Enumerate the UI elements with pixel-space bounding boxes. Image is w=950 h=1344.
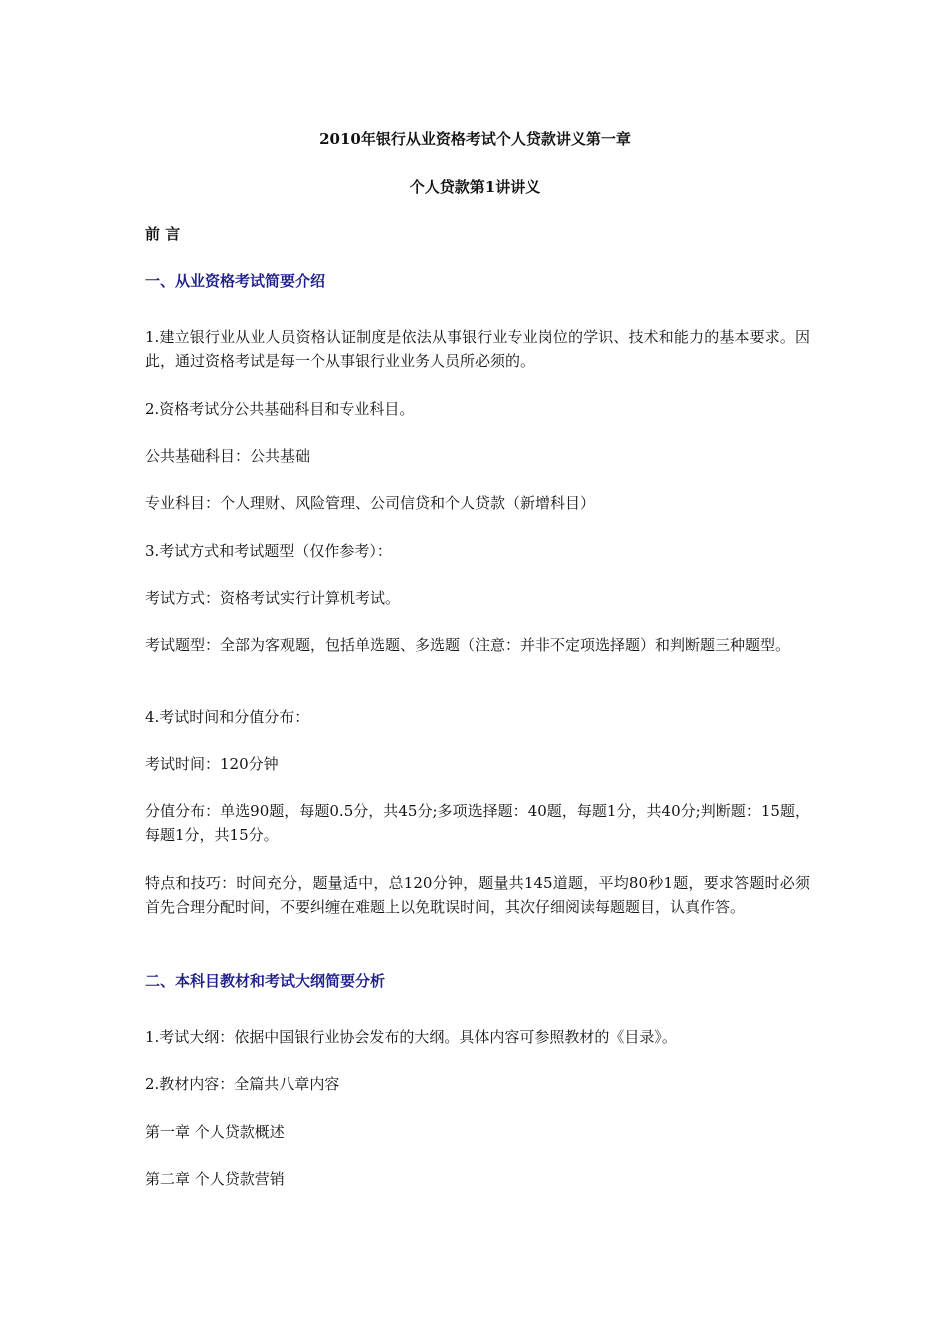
section1-paragraph-10: 分值分布：单选90题，每题0.5分，共45分;多项选择题：40题，每题1分，共40分;判断题：15题，每题1分，共15分。 xyxy=(145,802,810,844)
section2-paragraph-2: 2.教材内容：全篇共八章内容 xyxy=(145,1075,340,1093)
section1-paragraph-2: 2.资格考试分公共基础科目和专业科目。 xyxy=(145,400,415,418)
section1-paragraph-6: 考试方式：资格考试实行计算机考试。 xyxy=(145,589,401,607)
section1-paragraph-9: 考试时间：120分钟 xyxy=(145,755,279,773)
section1-paragraph-7: 考试题型：全部为客观题，包括单选题、多选题（注意：并非不定项选择题）和判断题三种题型。 xyxy=(145,636,791,654)
section1-paragraph-1: 1.建立银行业从业人员资格认证制度是依法从事银行业专业岗位的学识、技术和能力的基本要求。因此，通过资格考试是每一个从事银行业业务人员所必须的。 xyxy=(145,328,810,370)
document-title: 2010年银行从业资格考试个人贷款讲义第一章 xyxy=(319,130,631,148)
section2-paragraph-1: 1.考试大纲：依据中国银行业协会发布的大纲。具体内容可参照教材的《目录》。 xyxy=(145,1028,677,1046)
section1-paragraph-11: 特点和技巧：时间充分，题量适中，总120分钟，题量共145道题，平均80秒1题，要求答题时必须首先合理分配时间，不要纠缠在难题上以免耽误时间，其次仔细阅读每题题目，认真作答。 xyxy=(145,874,810,916)
section1-paragraph-5: 3.考试方式和考试题型（仅作参考）： xyxy=(145,542,392,560)
section1-paragraph-8: 4.考试时间和分值分布： xyxy=(145,708,310,726)
chapter-2-line: 第二章 个人贷款营销 xyxy=(145,1170,285,1188)
section1-paragraph-4: 专业科目：个人理财、风险管理、公司信贷和个人贷款（新增科目） xyxy=(145,494,596,512)
section1-paragraph-3: 公共基础科目：公共基础 xyxy=(145,447,311,465)
section2-heading: 二、本科目教材和考试大纲简要分析 xyxy=(145,972,386,990)
document-subtitle: 个人贷款第1讲讲义 xyxy=(409,178,541,196)
section1-heading: 一、从业资格考试简要介绍 xyxy=(145,272,326,290)
preface-heading: 前 言 xyxy=(145,225,181,243)
chapter-1-line: 第一章 个人贷款概述 xyxy=(145,1123,285,1141)
